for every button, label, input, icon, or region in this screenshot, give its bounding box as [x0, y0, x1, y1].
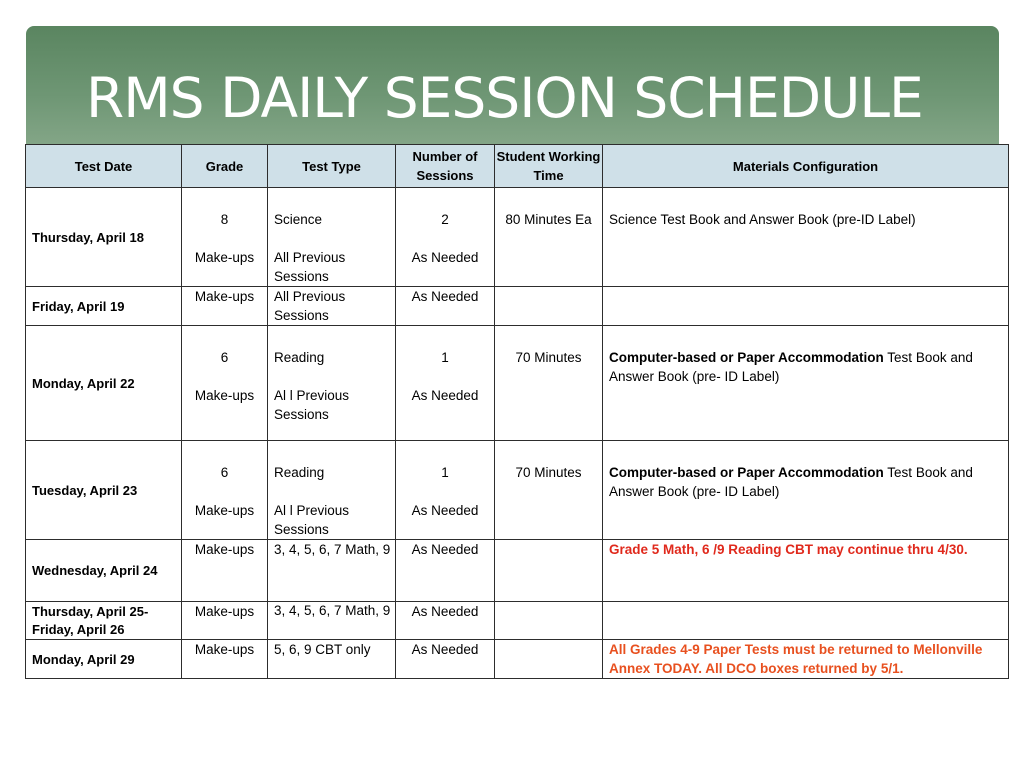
test-type-value: All Previous Sessions — [274, 250, 346, 284]
table-row — [26, 540, 1009, 602]
grade-cell — [182, 188, 268, 287]
header-sessions: Number of Sessions — [396, 145, 495, 188]
materials-cell — [603, 602, 1009, 640]
date-cell: Thursday, April 25- Friday, April 26 — [26, 602, 182, 640]
sessions-cell: As Needed — [396, 287, 495, 326]
header-materials: Materials Configuration — [603, 145, 1009, 188]
date-cell: Tuesday, April 23 — [26, 441, 182, 540]
grade-value: Make-ups — [194, 388, 255, 403]
sessions-value: 1 — [441, 350, 449, 365]
working-time-cell — [495, 640, 603, 679]
grade-cell: Make-ups — [182, 287, 268, 326]
test-type-cell: All Previous Sessions — [268, 287, 396, 326]
grade-value: 6 — [220, 350, 229, 365]
materials-cell — [603, 287, 1009, 326]
materials-text: Test Book and Answer Book (pre- ID Label) — [609, 350, 973, 384]
test-type-cell — [268, 188, 396, 287]
sessions-cell: As Needed — [396, 540, 495, 602]
materials-cell — [603, 441, 1009, 540]
sessions-value: 2 — [441, 212, 449, 227]
table-row — [26, 287, 1009, 326]
working-time-cell — [495, 540, 603, 602]
date-cell: Friday, April 19 — [26, 287, 182, 326]
materials-bold-text: Computer-based or Paper Accommodation — [609, 350, 884, 365]
table-row — [26, 441, 1009, 540]
materials-cell: Science Test Book and Answer Book (pre-ID Label) — [603, 188, 1009, 287]
working-time-cell — [495, 602, 603, 640]
page-title: RMS DAILY SESSION SCHEDULE — [86, 66, 923, 130]
working-time-cell: 80 Minutes Ea — [495, 188, 603, 287]
header-test-type: Test Type — [268, 145, 396, 188]
date-cell: Wednesday, April 24 — [26, 540, 182, 602]
test-type-value: Science — [274, 212, 323, 227]
test-type-cell: 3, 4, 5, 6, 7 Math, 9 — [268, 602, 396, 640]
working-time-cell — [495, 287, 603, 326]
header-row — [26, 145, 1009, 188]
grade-value: 6 — [220, 465, 229, 480]
sessions-cell: As Needed — [396, 640, 495, 679]
date-cell: Monday, April 22 — [26, 326, 182, 441]
grade-cell — [182, 441, 268, 540]
sessions-cell: As Needed — [396, 602, 495, 640]
test-type-cell — [268, 441, 396, 540]
test-type-value: Al l Previous Sessions — [274, 503, 350, 537]
header-working-time: Student Working Time — [495, 145, 603, 188]
sessions-value: As Needed — [411, 388, 479, 403]
table-row — [26, 602, 1009, 640]
test-type-value: Reading — [274, 465, 325, 480]
schedule-table — [25, 144, 1009, 679]
sessions-cell — [396, 188, 495, 287]
sessions-cell — [396, 326, 495, 441]
grade-cell — [182, 326, 268, 441]
sessions-value: As Needed — [411, 250, 479, 265]
test-type-cell: 3, 4, 5, 6, 7 Math, 9 — [268, 540, 396, 602]
materials-note: Grade 5 Math, 6 /9 Reading CBT may continue thru 4/30. — [603, 540, 1009, 602]
working-time-cell: 70 Minutes — [495, 441, 603, 540]
test-type-cell — [268, 326, 396, 441]
date-cell: Monday, April 29 — [26, 640, 182, 679]
header-test-date: Test Date — [26, 145, 182, 188]
table-row — [26, 188, 1009, 287]
materials-note: All Grades 4-9 Paper Tests must be returned to Mellonville Annex TODAY. All DCO boxes returned by 5/1. — [603, 640, 1009, 679]
grade-cell: Make-ups — [182, 602, 268, 640]
materials-cell — [603, 326, 1009, 441]
grade-cell: Make-ups — [182, 540, 268, 602]
grade-value: Make-ups — [194, 250, 255, 265]
table-row — [26, 640, 1009, 679]
test-type-value: Al l Previous Sessions — [274, 388, 350, 422]
grade-cell: Make-ups — [182, 640, 268, 679]
sessions-value: 1 — [441, 465, 449, 480]
sessions-value: As Needed — [411, 503, 479, 518]
date-cell: Thursday, April 18 — [26, 188, 182, 287]
grade-value: Make-ups — [194, 503, 255, 518]
test-type-cell: 5, 6, 9 CBT only — [268, 640, 396, 679]
working-time-cell: 70 Minutes — [495, 326, 603, 441]
test-type-value: Reading — [274, 350, 325, 365]
header-grade: Grade — [182, 145, 268, 188]
materials-text: Test Book and Answer Book (pre- ID Label) — [609, 465, 973, 499]
materials-bold-text: Computer-based or Paper Accommodation — [609, 465, 884, 480]
grade-value: 8 — [220, 212, 229, 227]
sessions-cell — [396, 441, 495, 540]
table-row — [26, 326, 1009, 441]
